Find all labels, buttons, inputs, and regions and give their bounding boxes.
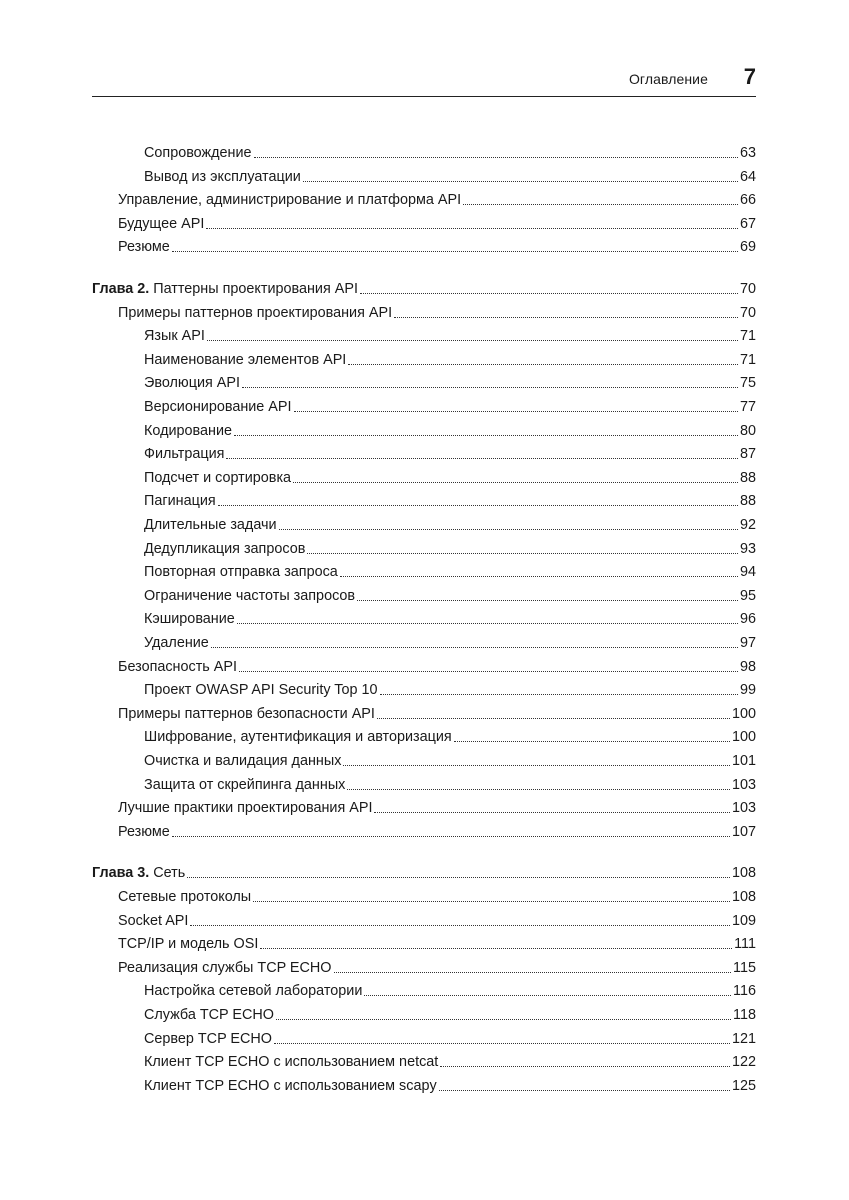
dot-leader bbox=[234, 434, 738, 436]
toc-entry bbox=[92, 140, 756, 162]
toc-entry bbox=[92, 701, 756, 723]
entry-text: Настройка сетевой лаборатории bbox=[144, 983, 363, 1000]
toc-entry-title bbox=[144, 351, 346, 369]
entry-text: Подсчет и сортировка bbox=[144, 469, 292, 486]
entry-text: Кодирование bbox=[144, 422, 232, 439]
dot-leader bbox=[276, 1018, 731, 1020]
entry-text: Примеры паттернов проектирования API bbox=[118, 304, 393, 321]
toc-entry bbox=[92, 1049, 756, 1071]
dot-leader bbox=[172, 835, 730, 837]
entry-text: TCP/IP и модель OSI bbox=[118, 936, 259, 953]
toc-entry-title bbox=[144, 681, 378, 699]
entry-text: Повторная отправка запроса bbox=[144, 564, 338, 581]
toc-entry bbox=[92, 819, 756, 841]
toc-entry bbox=[92, 748, 756, 770]
entry-text: Язык API bbox=[144, 328, 205, 345]
toc-entry-title bbox=[118, 799, 372, 817]
page-header bbox=[92, 62, 756, 97]
toc-page-number: 121 bbox=[731, 1030, 756, 1047]
dot-leader bbox=[218, 504, 738, 506]
entry-text: Вывод из эксплуатации bbox=[144, 168, 301, 185]
toc-entry bbox=[92, 488, 756, 510]
dot-leader bbox=[253, 900, 730, 902]
toc-entry-title bbox=[144, 492, 216, 510]
toc-entry-title bbox=[144, 469, 291, 487]
toc-entry-title bbox=[118, 215, 204, 233]
dot-leader bbox=[374, 811, 730, 813]
entry-text: Сеть bbox=[149, 865, 186, 882]
entry-text: Паттерны проектирования API bbox=[149, 281, 358, 297]
entry-text: Защита от скрейпинга данных bbox=[144, 776, 346, 793]
toc-entry-title bbox=[92, 280, 358, 298]
toc-page-number: 70 bbox=[739, 304, 756, 321]
dot-leader bbox=[380, 693, 738, 695]
toc-entry-title bbox=[144, 1006, 274, 1024]
toc-page-number: 125 bbox=[731, 1077, 756, 1094]
dot-leader bbox=[207, 339, 738, 341]
toc-page-number: 100 bbox=[731, 729, 756, 746]
entry-text: Реализация службы TCP ECHO bbox=[118, 959, 332, 976]
running-title: Оглавление bbox=[628, 71, 708, 87]
entry-text: Фильтрация bbox=[144, 446, 225, 463]
toc-entry bbox=[92, 772, 756, 794]
toc-entry-title bbox=[144, 516, 277, 534]
toc-entry bbox=[92, 677, 756, 699]
toc-entry-title bbox=[144, 1077, 437, 1095]
dot-leader bbox=[172, 250, 738, 252]
toc-entry-title bbox=[144, 422, 232, 440]
toc-entry bbox=[92, 1026, 756, 1048]
entry-text: Socket API bbox=[118, 912, 189, 929]
entry-text: Сетевые протоколы bbox=[118, 889, 252, 905]
toc-page-number: 67 bbox=[739, 215, 756, 232]
toc-page-number: 99 bbox=[739, 682, 756, 699]
toc-page-number: 108 bbox=[731, 865, 756, 882]
toc-page-number: 69 bbox=[739, 239, 756, 256]
toc-page-number: 100 bbox=[731, 705, 756, 722]
entry-text: Управление, администрирование и платформа API bbox=[118, 192, 462, 209]
toc-entry bbox=[92, 441, 756, 463]
toc-entry-title bbox=[144, 587, 355, 605]
dot-leader bbox=[293, 481, 738, 483]
toc-entry-title bbox=[118, 238, 170, 256]
dot-leader bbox=[294, 410, 738, 412]
dot-leader bbox=[274, 1042, 730, 1044]
entry-text: Удаление bbox=[144, 635, 209, 651]
toc-entry-title bbox=[144, 327, 205, 345]
toc-page-number: 88 bbox=[739, 469, 756, 486]
dot-leader bbox=[463, 203, 738, 205]
entry-text: Служба TCP ECHO bbox=[144, 1007, 274, 1023]
entry-text: Пагинация bbox=[144, 493, 216, 510]
toc-page-number: 98 bbox=[739, 658, 756, 675]
entry-text: Безопасность API bbox=[118, 658, 237, 675]
dot-leader bbox=[360, 292, 738, 294]
toc-entry-title bbox=[144, 752, 341, 770]
page-number: 7 bbox=[743, 64, 756, 89]
entry-text: Резюме bbox=[118, 823, 170, 840]
toc-page-number: 94 bbox=[739, 564, 756, 581]
toc-page-number: 103 bbox=[731, 800, 756, 817]
toc-entry-title bbox=[144, 445, 224, 463]
toc-entry bbox=[92, 234, 756, 256]
toc-entry bbox=[92, 536, 756, 558]
toc-page-number: 70 bbox=[739, 281, 756, 297]
entry-text: Проект OWASP API Security Top 10 bbox=[144, 682, 378, 699]
toc-entry-title bbox=[118, 912, 188, 930]
dot-leader bbox=[303, 180, 738, 182]
dot-leader bbox=[348, 363, 738, 365]
toc-chapter-entry bbox=[92, 860, 756, 882]
dot-leader bbox=[340, 575, 738, 577]
toc-chapter-entry bbox=[92, 276, 756, 298]
toc-entry bbox=[92, 1073, 756, 1095]
dot-leader bbox=[440, 1065, 730, 1067]
toc-entry-title bbox=[144, 982, 362, 1000]
toc-entry bbox=[92, 187, 756, 209]
dot-leader bbox=[242, 386, 738, 388]
dot-leader bbox=[357, 599, 738, 601]
toc-page-number: 63 bbox=[739, 145, 756, 161]
entry-text: Шифрование, аутентификация и авторизация bbox=[144, 729, 452, 746]
entry-text: Кэширование bbox=[144, 611, 235, 628]
chapter-number: Глава 2. bbox=[92, 281, 150, 297]
dot-leader bbox=[347, 788, 730, 790]
toc-entry-title bbox=[144, 144, 252, 162]
toc-entry bbox=[92, 465, 756, 487]
dot-leader bbox=[260, 947, 732, 949]
toc-entry-title bbox=[118, 888, 251, 906]
entry-text: Клиент TCP ECHO с использованием scapy bbox=[144, 1077, 437, 1094]
toc-page-number: 101 bbox=[731, 753, 756, 769]
toc-entry-title bbox=[144, 1030, 272, 1048]
toc-page-number: 109 bbox=[731, 912, 756, 929]
toc-entry-title bbox=[92, 864, 185, 882]
toc-entry-title bbox=[118, 304, 392, 322]
dot-leader bbox=[394, 316, 738, 318]
dot-leader bbox=[364, 994, 731, 996]
entry-text: Клиент TCP ECHO с использованием netcat bbox=[144, 1054, 439, 1071]
toc-entry-title bbox=[144, 168, 301, 186]
dot-leader bbox=[343, 764, 730, 766]
toc-entry bbox=[92, 1002, 756, 1024]
toc-entry bbox=[92, 164, 756, 186]
dot-leader bbox=[211, 646, 738, 648]
toc-page-number: 88 bbox=[739, 493, 756, 510]
toc-page-number: 103 bbox=[731, 776, 756, 793]
chapter-number: Глава 3. bbox=[92, 865, 150, 882]
toc-entry bbox=[92, 370, 756, 392]
toc-page-number: 122 bbox=[731, 1054, 756, 1071]
toc-entry bbox=[92, 559, 756, 581]
entry-text: Примеры паттернов безопасности API bbox=[118, 705, 375, 722]
toc-page-number: 80 bbox=[739, 422, 756, 439]
toc-page-number: 64 bbox=[739, 168, 756, 185]
toc-entry bbox=[92, 795, 756, 817]
toc-entry bbox=[92, 955, 756, 977]
dot-leader bbox=[187, 876, 730, 878]
toc-entry bbox=[92, 394, 756, 416]
toc-entry-title bbox=[144, 634, 209, 652]
toc-page-number: 96 bbox=[739, 611, 756, 628]
toc-entry-title bbox=[118, 823, 170, 841]
entry-text: Наименование элементов API bbox=[144, 351, 347, 368]
toc-page-number: 107 bbox=[731, 823, 756, 840]
dot-leader bbox=[239, 670, 738, 672]
toc-entry bbox=[92, 512, 756, 534]
toc-entry bbox=[92, 724, 756, 746]
entry-text: Сопровождение bbox=[144, 145, 252, 161]
toc-entry bbox=[92, 884, 756, 906]
toc-entry bbox=[92, 908, 756, 930]
dot-leader bbox=[279, 528, 738, 530]
entry-text: Будущее API bbox=[118, 215, 205, 232]
entry-text: Очистка и валидация данных bbox=[144, 753, 342, 769]
entry-text: Резюме bbox=[118, 239, 170, 256]
toc-page-number: 108 bbox=[731, 889, 756, 905]
toc-entry bbox=[92, 323, 756, 345]
entry-text: Сервер TCP ECHO bbox=[144, 1030, 272, 1047]
toc-entry-title bbox=[144, 1053, 438, 1071]
toc-page-number: 71 bbox=[739, 328, 756, 345]
entry-text: Лучшие практики проектирования API bbox=[118, 800, 373, 817]
dot-leader bbox=[307, 552, 738, 554]
toc-entry-title bbox=[144, 563, 338, 581]
toc-entry bbox=[92, 630, 756, 652]
toc-entry bbox=[92, 931, 756, 953]
toc-entry-title bbox=[144, 776, 345, 794]
entry-text: Версионирование API bbox=[144, 399, 292, 415]
toc-page-number: 95 bbox=[739, 587, 756, 604]
toc-entry-title bbox=[118, 191, 461, 209]
toc-page-number: 111 bbox=[734, 936, 756, 953]
entry-text: Дедупликация запросов bbox=[144, 540, 306, 557]
toc-entry-title bbox=[144, 728, 452, 746]
dot-leader bbox=[454, 740, 730, 742]
toc-page-number: 118 bbox=[733, 1007, 756, 1023]
toc-page-number: 77 bbox=[739, 399, 756, 415]
toc-entry-title bbox=[144, 398, 292, 416]
toc-entry bbox=[92, 211, 756, 233]
dot-leader bbox=[190, 924, 730, 926]
toc-entry bbox=[92, 418, 756, 440]
dot-leader bbox=[334, 971, 732, 973]
toc-entry-title bbox=[118, 705, 375, 723]
entry-text: Эволюция API bbox=[144, 375, 240, 392]
toc-entry-title bbox=[144, 540, 305, 558]
toc-page-number: 71 bbox=[739, 351, 756, 368]
toc-entry-title bbox=[118, 935, 258, 953]
toc-page-number: 66 bbox=[739, 192, 756, 209]
toc-entry bbox=[92, 978, 756, 1000]
toc-page-number: 75 bbox=[739, 375, 756, 392]
toc-entry bbox=[92, 654, 756, 676]
toc-page-number: 87 bbox=[739, 446, 756, 463]
dot-leader bbox=[254, 156, 738, 158]
toc-entry bbox=[92, 347, 756, 369]
dot-leader bbox=[206, 227, 738, 229]
toc-page-number: 93 bbox=[739, 540, 756, 557]
toc-entry bbox=[92, 606, 756, 628]
toc-page-number: 115 bbox=[733, 959, 756, 976]
dot-leader bbox=[439, 1089, 730, 1091]
toc-page-number: 92 bbox=[739, 517, 756, 533]
toc-page-number: 97 bbox=[739, 635, 756, 651]
dot-leader bbox=[226, 457, 738, 459]
toc-entry-title bbox=[144, 374, 240, 392]
toc-entry-title bbox=[118, 959, 332, 977]
toc-entry bbox=[92, 583, 756, 605]
entry-text: Ограничение частоты запросов bbox=[144, 587, 356, 604]
toc-entry-title bbox=[118, 658, 237, 676]
entry-text: Длительные задачи bbox=[144, 517, 277, 533]
toc-entry bbox=[92, 300, 756, 322]
toc-page-number: 116 bbox=[733, 983, 756, 1000]
dot-leader bbox=[377, 717, 730, 719]
toc-entry-title bbox=[144, 610, 235, 628]
dot-leader bbox=[237, 622, 738, 624]
